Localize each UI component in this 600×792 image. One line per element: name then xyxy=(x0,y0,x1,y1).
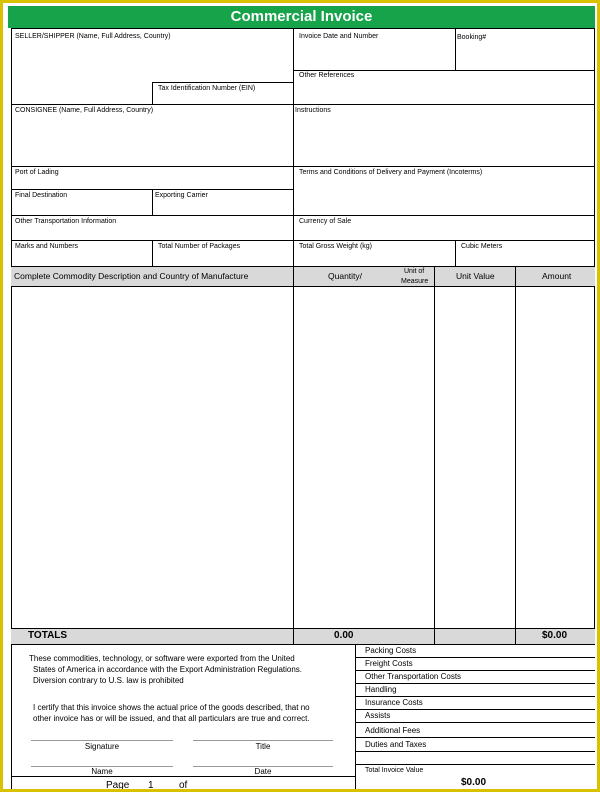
certify-statement-line1: I certify that this invoice shows the actual price of the goods described, that no xyxy=(33,703,310,712)
cost-additional-fees: Additional Fees xyxy=(365,726,421,735)
rule xyxy=(11,644,595,645)
gross-weight-label: Total Gross Weight (kg) xyxy=(299,243,373,250)
title-label: Title xyxy=(255,742,271,751)
rule xyxy=(11,628,595,629)
rule xyxy=(455,240,456,266)
col-description-header: Complete Commodity Description and Country of Manufacture xyxy=(14,271,249,281)
tax-id-label: Tax Identification Number (EIN) xyxy=(158,85,256,92)
export-statement-line3: Diversion contrary to U.S. law is prohibited xyxy=(33,676,184,685)
col-unit-measure-header-line2: Measure xyxy=(401,278,429,285)
rule xyxy=(355,696,595,697)
rule xyxy=(293,628,294,644)
totals-amount: $0.00 xyxy=(542,630,568,641)
certify-statement-line2: other invoice has or will be issued, and that all particulars are true and correct. xyxy=(33,714,310,723)
currency-label: Currency of Sale xyxy=(299,218,352,225)
cost-insurance: Insurance Costs xyxy=(365,698,423,707)
rule xyxy=(355,737,595,738)
rule xyxy=(152,82,153,104)
rule xyxy=(515,628,516,644)
col-unit-value-header: Unit Value xyxy=(456,271,495,281)
signature-label: Signature xyxy=(84,742,120,751)
totals-row xyxy=(11,628,595,644)
cost-duties-taxes: Duties and Taxes xyxy=(365,740,427,749)
cubic-meters-label: Cubic Meters xyxy=(461,243,503,250)
rule xyxy=(11,104,595,105)
instructions-label: Instructions xyxy=(295,107,331,114)
rule xyxy=(11,644,12,790)
rule xyxy=(355,670,595,671)
signature-line xyxy=(31,740,173,741)
totals-label: TOTALS xyxy=(28,630,68,641)
rule xyxy=(355,657,595,658)
name-label: Name xyxy=(91,767,113,776)
rule xyxy=(11,286,595,287)
title-line xyxy=(193,740,333,741)
rule xyxy=(152,189,153,215)
page-label: Page xyxy=(106,780,130,791)
cost-handling: Handling xyxy=(365,685,397,694)
rule xyxy=(152,82,293,83)
other-references-label: Other References xyxy=(299,72,355,79)
marks-numbers-label: Marks and Numbers xyxy=(15,243,79,250)
rule xyxy=(355,751,595,752)
rule xyxy=(594,28,595,644)
rule xyxy=(293,28,294,266)
rule xyxy=(11,28,595,29)
rule xyxy=(152,240,153,266)
rule xyxy=(355,722,595,723)
terms-label: Terms and Conditions of Delivery and Payment (Incoterms) xyxy=(299,169,483,176)
rule xyxy=(11,166,595,167)
rule xyxy=(455,28,456,70)
export-statement-line1: These commodities, technology, or software were exported from the United xyxy=(29,654,295,663)
cost-assists: Assists xyxy=(365,711,391,720)
total-invoice-value-label: Total Invoice Value xyxy=(365,767,424,774)
rule xyxy=(355,644,356,790)
rule xyxy=(11,266,595,267)
col-amount-header: Amount xyxy=(542,271,572,281)
rule xyxy=(11,215,595,216)
export-statement-line2: States of America in accordance with the Export Administration Regulations. xyxy=(33,665,303,674)
col-unit-measure-header-line1: Unit of xyxy=(404,268,425,275)
rule xyxy=(355,764,595,765)
rule xyxy=(355,709,595,710)
total-invoice-value: $0.00 xyxy=(461,777,487,788)
final-destination-label: Final Destination xyxy=(15,192,68,199)
rule xyxy=(355,683,595,684)
rule xyxy=(11,776,355,777)
totals-quantity: 0.00 xyxy=(334,630,354,641)
col-quantity-header: Quantity/ xyxy=(328,271,363,281)
rule xyxy=(293,70,595,71)
other-transport-info-label: Other Transportation Information xyxy=(15,218,117,225)
rule xyxy=(434,266,435,644)
port-of-lading-label: Port of Lading xyxy=(15,169,59,176)
date-label: Date xyxy=(254,767,272,776)
page-of-label: of xyxy=(179,780,188,791)
rule xyxy=(11,240,595,241)
invoice-title: Commercial Invoice xyxy=(8,6,595,28)
invoice-date-label: Invoice Date and Number xyxy=(299,33,379,40)
exporting-carrier-label: Exporting Carrier xyxy=(155,192,208,199)
seller-label: SELLER/SHIPPER (Name, Full Address, Country) xyxy=(15,33,171,40)
total-packages-label: Total Number of Packages xyxy=(158,243,241,250)
cost-freight: Freight Costs xyxy=(365,659,413,668)
page-number: 1 xyxy=(148,780,154,791)
cost-packing: Packing Costs xyxy=(365,646,417,655)
cost-other-transport: Other Transportation Costs xyxy=(365,672,462,681)
rule xyxy=(515,266,516,644)
rule xyxy=(434,628,435,644)
rule xyxy=(293,266,294,644)
booking-label: Booking# xyxy=(457,34,487,41)
rule xyxy=(11,28,12,644)
consignee-label: CONSIGNEE (Name, Full Address, Country) xyxy=(15,107,154,114)
